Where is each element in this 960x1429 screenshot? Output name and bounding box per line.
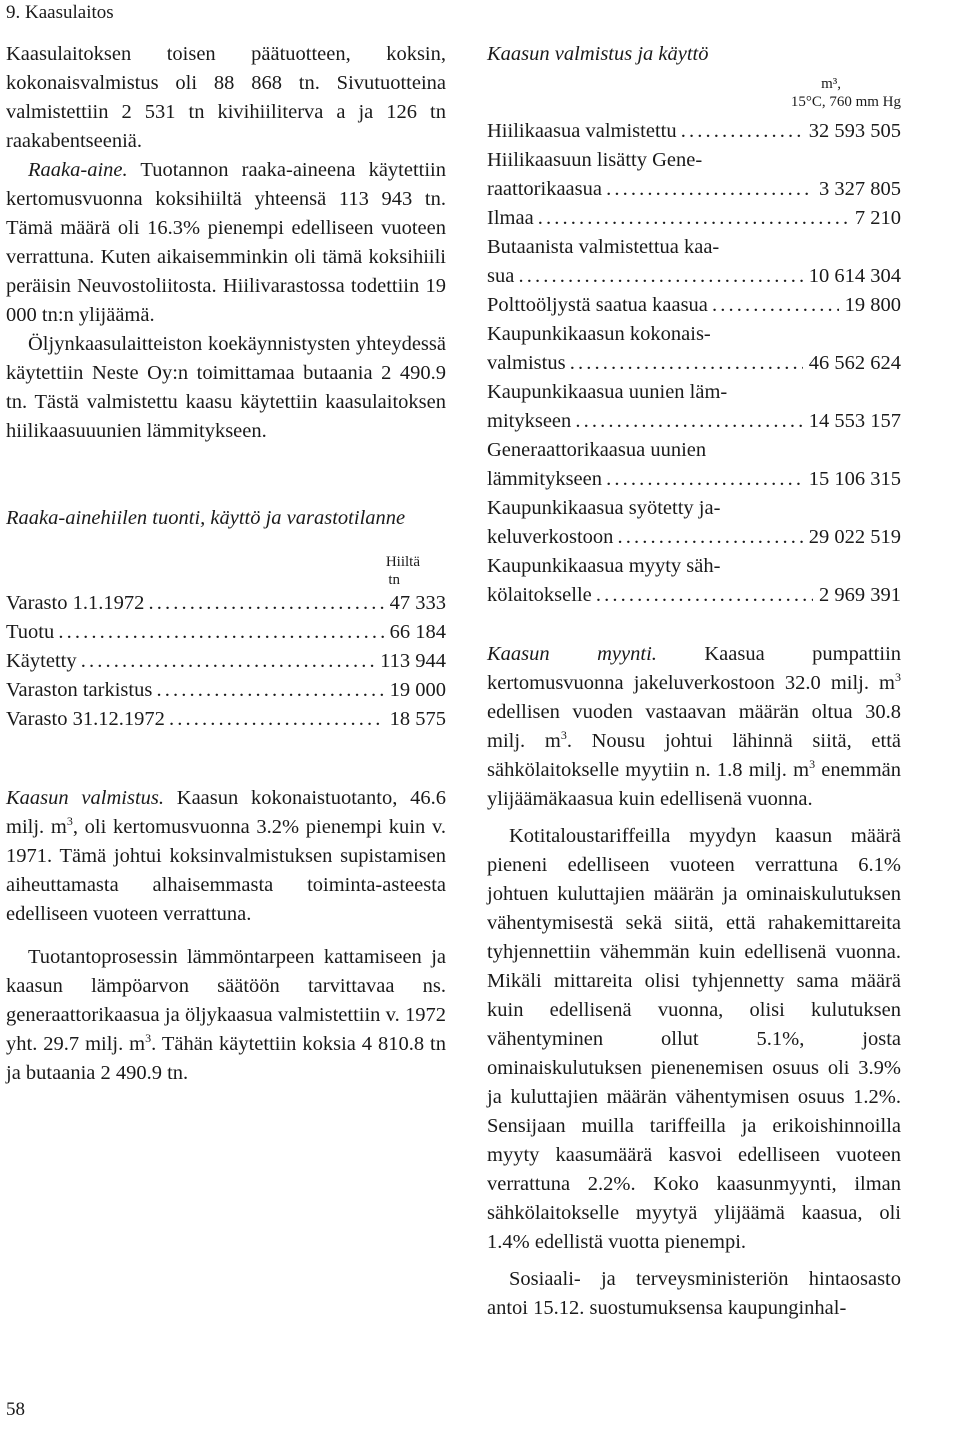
gas-row-label: raattorikaasua . . . <box>487 175 813 204</box>
gas-row-value: 10 614 304 <box>808 265 901 287</box>
coal-row-value: 113 944 <box>380 650 446 672</box>
gas-col-head-unit <box>487 75 901 111</box>
coal-row-label: Varasto 1.1.1972 . . . <box>6 589 384 618</box>
gas-table <box>487 75 901 610</box>
raw-material-body: Tuotannon raaka-aineena käytettiin kertomusvuonna koksihiiltä yhteensä 113 943 tn. Tämä määrä oli 16.3% pienempi edelliseen vuoteen verrattuna. Kuten aikaisemminkin oli tämä koksihiili peräisin Neuvostoliitosta. Hiilivarastossa todettiin 19 000 tn:n ylijäämä. <box>6 159 446 326</box>
gas-table-title: Kaasun valmistus ja käyttö <box>487 43 709 65</box>
gas-row-label-top: Kaupunkikaasun kokonais- <box>487 323 711 345</box>
table-row <box>6 647 446 676</box>
gas-production-body-b: , oli kertomusvuonna 3.2% pienempi kuin v. 1971. Tämä johtui koksinvalmistuksen supistamisen aiheuttamasta alhaisemmasta toiminta-asteesta edelliseen vuoteen verrattuna. <box>6 816 446 925</box>
paragraph-raw-material <box>6 156 446 330</box>
left-column <box>6 40 446 1088</box>
gas-row-label-top: Butaanista valmistettua kaa- <box>487 236 720 258</box>
coal-row-value: 18 575 <box>389 708 446 730</box>
gas-row-label: kölaitokselle . . . <box>487 581 813 610</box>
gas-col-head-line1: m³, <box>821 76 841 92</box>
gas-row-label-top: Kaupunkikaasua uunien läm- <box>487 381 728 403</box>
gas-row-label: keluverkostoon . . . <box>487 523 803 552</box>
table-row <box>487 465 901 494</box>
paragraph-oil-gas-plant: Öljynkaasulaitteiston koekäynnistysten yhteydessä käytettiin Neste Oy:n toimittamaa butaania 2 490.9 tn. Tästä valmistettu kaasu käytettiin kaasulaitoksen hiilikaasuuunien lämmitykseen. <box>6 333 446 442</box>
coal-row-value: 19 000 <box>389 679 446 701</box>
paragraph-household-tariffs: Kotitaloustariffeilla myydyn kaasun määrä pieneni edelliseen vuoteen verrattuna 6.1% johtuen kuluttajien määrän ja ominaiskulutuksen vähentymisestä sekä siitä, että rahakemittareita tyhjennettiin vähemmän kuin edellisenä vuonna. Mikäli mittareita olisi tyhjennetty sama määrä kuin edellisenä vuonna, olisi kulutuksen vähentyminen ollut 5.1%, josta ominaiskulutuksen pienenemisen osuus oli 3.9% ja kuluttajien määrän vähentymisen osuus 1.2%. Sensijaan muilla tariffeilla ja erikoishinnoilla myyty kaasumäärä kasvoi edelliseen vuoteen verrattuna 2.2%. Koko kaasunmyynti, ilman sähkölaitokselle myytyä ylijäämä kaasua, oli 1.4% edellistä vuotta pienempi. <box>487 825 901 1253</box>
generator-gas-body-b: . Tähän käytettiin koksia 4 810.8 tn ja butaania 2 490.9 tn. <box>6 1033 446 1084</box>
gas-row-label: mitykseen . . . <box>487 407 803 436</box>
table-row <box>6 705 446 734</box>
paragraph-gas-production <box>6 784 446 929</box>
gas-row-value: 14 553 157 <box>808 410 901 432</box>
gas-col-head-line2: 15°C, 760 mm Hg <box>790 94 901 110</box>
gas-row-label: Polttoöljystä saatua kaasua . . . <box>487 291 839 320</box>
coal-row-value: 66 184 <box>389 621 446 643</box>
paragraph-coke-output: Kaasulaitoksen toisen päätuotteen, koksin, kokonaisvalmistus oli 88 868 tn. Sivutuotteina valmistettiin 2 531 tn kivihiiliterva a ja 126 tn raakabentseeniä. <box>6 43 446 152</box>
table-row <box>6 589 446 618</box>
superscript: 3 <box>145 1031 152 1045</box>
superscript: 3 <box>895 670 901 684</box>
gas-sales-body-c: . Nousu johtui lähinnä siitä, että sähkölaitokselle myytiin n. 1.8 milj. m <box>487 730 901 781</box>
gas-production-lead: Kaasun valmistus. <box>6 787 164 809</box>
generator-gas-body-a: Tuotantoprosessin lämmöntarpeen kattamiseen ja kaasun lämpöarvon säätöön tarvittavaa ns. generaattorikaasua ja öljykaasua valmistettiin v. 1972 yht. 29.7 milj. m <box>6 946 446 1055</box>
paragraph-ministry-approval: Sosiaali- ja terveysministeriön hintaosasto antoi 15.12. suostumuksensa kaupunginhal- <box>487 1268 901 1319</box>
table-row <box>487 407 901 436</box>
paragraph-gas-sales <box>487 640 901 814</box>
gas-row-value: 32 593 505 <box>808 120 901 142</box>
superscript: 3 <box>560 728 567 742</box>
gas-row-value: 29 022 519 <box>808 526 901 548</box>
table-row <box>487 204 901 233</box>
table-row <box>6 676 446 705</box>
gas-sales-lead: Kaasun myynti. <box>487 643 657 665</box>
gas-row-value: 7 210 <box>854 207 901 229</box>
table-row <box>6 618 446 647</box>
coal-col-head-unit <box>6 553 446 589</box>
gas-row-label: Ilmaa . . . <box>487 204 849 233</box>
gas-row-label: lämmitykseen . . . <box>487 465 803 494</box>
gas-row-label-top: Kaupunkikaasua syötetty ja- <box>487 497 721 519</box>
gas-sales-body-b: edellisen vuoden vastaavan määrän oltua 30.8 milj. m <box>487 701 901 752</box>
gas-row-value: 46 562 624 <box>808 352 901 374</box>
coal-row-label: Tuotu . . . <box>6 618 384 647</box>
gas-row-label: sua . . . <box>487 262 803 291</box>
table-row <box>487 262 901 291</box>
table-row <box>487 175 901 204</box>
gas-row-value: 2 969 391 <box>819 584 901 606</box>
superscript: 3 <box>66 814 73 828</box>
paragraph-generator-gas <box>6 943 446 1088</box>
page-number: 58 <box>6 1399 25 1420</box>
table-row <box>487 523 901 552</box>
running-head: 9. Kaasulaitos <box>6 2 114 23</box>
coal-row-value: 47 333 <box>389 592 446 614</box>
gas-row-value: 3 327 805 <box>819 178 901 200</box>
gas-row-value: 15 106 315 <box>808 468 901 490</box>
table-row <box>487 349 901 378</box>
table-row <box>487 117 901 146</box>
gas-row-label: valmistus . . . <box>487 349 803 378</box>
gas-production-body-a: Kaasun kokonaistuotanto, 46.6 milj. m <box>6 787 446 838</box>
gas-row-value: 19 800 <box>844 294 901 316</box>
coal-col-head-line1: Hiiltä <box>385 554 420 570</box>
coal-table-title: Raaka-ainehiilen tuonti, käyttö ja varastotilanne <box>6 507 406 529</box>
raw-material-lead: Raaka-aine. <box>28 159 128 181</box>
table-row <box>487 291 901 320</box>
table-row <box>487 581 901 610</box>
gas-sales-body-d: enemmän ylijäämäkaasua kuin edellisenä vuonna. <box>487 759 901 810</box>
right-column <box>487 40 901 1323</box>
gas-row-label-top: Kaupunkikaasua myyty säh- <box>487 555 721 577</box>
gas-row-label: Hiilikaasua valmistettu . . . <box>487 117 803 146</box>
coal-table <box>6 553 446 734</box>
superscript: 3 <box>809 757 816 771</box>
coal-row-label: Käytetty . . . <box>6 647 374 676</box>
coal-col-head-line2: tn <box>388 572 400 588</box>
gas-row-label-top: Hiilikaasuun lisätty Gene- <box>487 149 703 171</box>
gas-sales-body-a: Kaasua pumpattiin kertomusvuonna jakeluverkostoon 32.0 milj. m <box>487 643 902 694</box>
coal-row-label: Varasto 31.12.1972 . . . <box>6 705 384 734</box>
coal-row-label: Varaston tarkistus . . . <box>6 676 384 705</box>
gas-row-label-top: Generaattorikaasua uunien <box>487 439 707 461</box>
